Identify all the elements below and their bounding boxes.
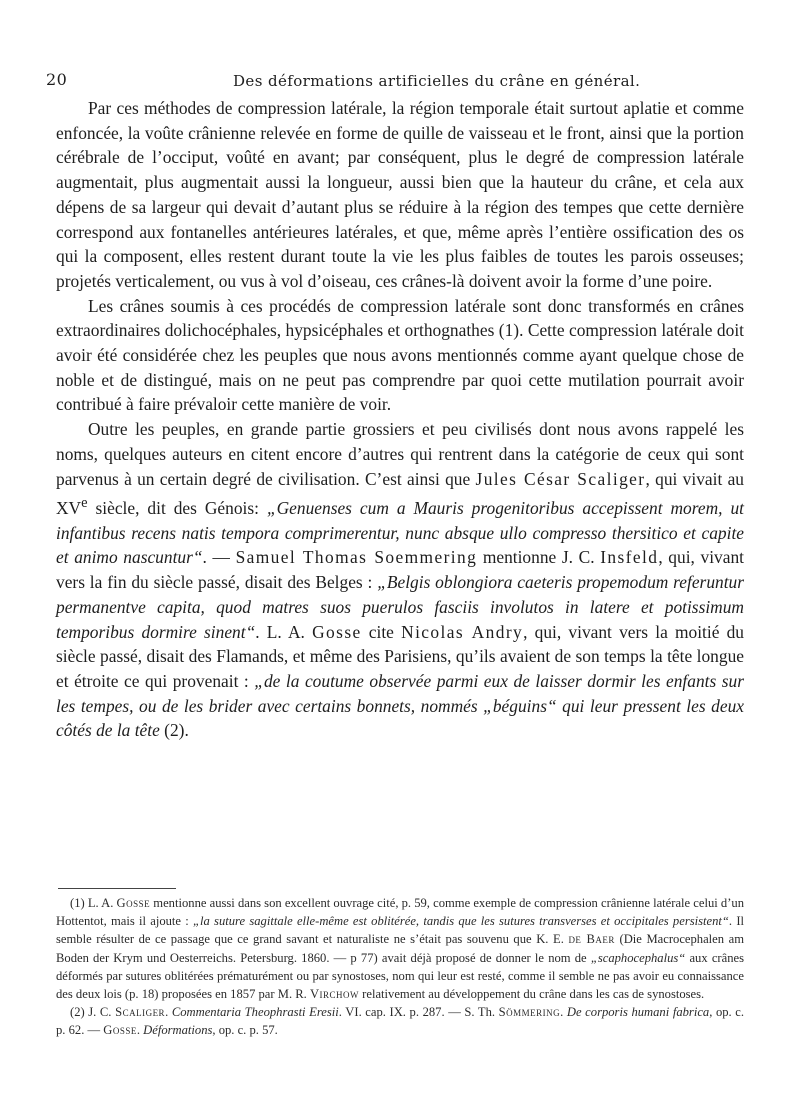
text-run: Samuel Thomas Soemmering bbox=[235, 547, 478, 568]
text-run: relativement au développement du crâne dans les cas de synostoses. bbox=[359, 987, 705, 1002]
text-run: „de la coutume observée parmi eux de laisser dormir les enfants sur les tempes, ou de les brider avec certains bonnets, nommés „béguins“ qui leur pressent les deux côtés de la tête bbox=[56, 670, 744, 741]
text-run: Déformations bbox=[143, 1023, 213, 1038]
text-run: e bbox=[81, 495, 88, 512]
text-run: . bbox=[560, 1005, 567, 1020]
paragraph bbox=[56, 417, 744, 743]
text-run: Commentaria Theophrasti Eresii bbox=[171, 1005, 339, 1020]
text-run: Gosse bbox=[103, 1023, 137, 1038]
paragraph bbox=[56, 96, 744, 294]
text-run: , op. c. p. 62. — bbox=[56, 1005, 745, 1038]
text-run: De corporis humani fabrica bbox=[566, 1005, 710, 1020]
text-run: Gosse bbox=[312, 621, 362, 642]
text-run: „la suture sagittale elle-même est oblitérée, tandis que les sutures transverses et occipitales persistent“ bbox=[193, 914, 729, 929]
text-run: (Die Macrocephalen am Boden der Krym und Oesterreichs. Petersburg. 1860. — p 77) avait déjà proposé de donner le nom de bbox=[56, 932, 745, 965]
text-run: (1) L. A. bbox=[70, 896, 117, 910]
text-run: Insfeld bbox=[600, 547, 659, 568]
footnote bbox=[56, 894, 744, 1003]
text-run: Sömmering bbox=[498, 1005, 561, 1020]
text-run: , qui vivait au XV bbox=[56, 468, 744, 519]
footnotes bbox=[56, 894, 744, 1040]
text-run: . L. A. bbox=[255, 621, 313, 642]
text-run: . VI. cap. IX. p. 287. — S. Th. bbox=[338, 1005, 499, 1020]
text-run: (2) J. C. bbox=[70, 1005, 116, 1020]
text-run: . Il semble résulter de ce passage que ce grand savant et naturaliste ne s’était pas souvenu que K. E. bbox=[56, 914, 745, 947]
text-run: (2). bbox=[159, 720, 189, 741]
text-run: mentionne J. C. bbox=[477, 547, 601, 568]
text-run: . bbox=[136, 1023, 144, 1038]
text-run: de Baer bbox=[568, 932, 615, 947]
text-run: Par ces méthodes de compression latérale, la région temporale était surtout aplatie et comme enfoncée, la voûte crânienne relevée en forme de quille de vaisseau et le front, ainsi que la portion cérébrale de l’occiput, voûté en avant; par conséquent, plus le degré de compression latérale augmentait, plus augmentait aussi la longueur, aussi bien que la hauteur du crâne, et cela aux dépens de sa largeur qui devait d’autant plus se réduire à la région des tempes que cette dernière correspond aux fontanelles antérieures latérales, et que, même après l’entière ossification des os qui la composent, elles restent durant toute la vie les plus faibles de toutes les parois osseuses; projetés verticalement, ou vus à vol d’oiseau, ces crânes-là doivent avoir la forme d’une poire. bbox=[56, 98, 744, 291]
text-run: aux crânes déformés par sutures oblitérées prématurément ou par synostoses, nom qui leur est resté, comme il semble ne pas avoir eu connaissance des deux lois (p. 18) proposées en 1857 par M. R. bbox=[56, 950, 744, 1002]
text-run: siècle, dit des Génois: bbox=[87, 498, 267, 519]
text-run: Outre les peuples, en grande partie grossiers et peu civilisés dont nous avons rappelé les noms, quelques auteurs en citent encore d’autres qui rentrent dans la catégorie de ceux qui sont parvenus à un certain degré de civilisation. C’est ainsi que bbox=[56, 419, 744, 489]
text-run: , qui, vivant vers la moitié du siècle passé, disait des Flamands, et même des Parisiens, qu’ils avaient de son temps la tête longue et étroite ce qui provenait : bbox=[56, 621, 745, 691]
text-run: . — bbox=[202, 547, 236, 568]
text-run: „Belgis oblongiora caeteris propemodum referuntur permanentve capita, quod matres suos puerulos fasciis involutos in latere et potissimum temporibus dormire sinent“ bbox=[56, 572, 744, 642]
text-run: Scaliger bbox=[115, 1005, 166, 1020]
text-run: Gosse bbox=[116, 896, 151, 910]
footnote bbox=[56, 1003, 744, 1039]
text-run: cite bbox=[361, 621, 402, 642]
paragraph bbox=[56, 294, 744, 418]
text-run: , op. c. p. 57. bbox=[212, 1023, 278, 1038]
text-run: Virchow bbox=[309, 987, 360, 1002]
text-run: Jules César Scaliger bbox=[475, 468, 646, 489]
text-run: Les crânes soumis à ces procédés de compression latérale sont donc transformés en crânes extraordinaires dolichocéphales, hypsicéphales et orthognathes (1). Cette compression latérale doit avoir été considérée chez les peuples que nous avons mentionnés comme ayant quelque chose de noble et de distingué, mais on ne peut pas comprendre par quoi cette mutilation pourrait avoir contribué à faire prévaloir cette manière de voir. bbox=[56, 295, 744, 415]
running-title: Des déformations artificielles du crâne en général. bbox=[233, 72, 641, 90]
main-text bbox=[56, 96, 744, 743]
text-run: „Genuenses cum a Mauris progenitoribus accepissent morem, ut infantibus recens natis tempora comprimerentur, nunc absque ullo compresso thersitico et capite et animo nascuntur“ bbox=[56, 498, 744, 568]
text-run: „scaphocephalus“ bbox=[590, 950, 686, 965]
text-run: mentionne aussi dans son excellent ouvrage cité, p. 59, comme exemple de compression crânienne latérale celui d’un Hottentot, mais il ajoute : bbox=[56, 896, 744, 929]
footnote-divider bbox=[58, 888, 176, 889]
text-run: . bbox=[165, 1005, 172, 1020]
text-run: Nicolas Andry bbox=[401, 621, 524, 642]
text-run: , qui, vivant vers la fin du siècle passé, disait des Belges : bbox=[56, 547, 744, 593]
page-number: 20 bbox=[46, 70, 68, 89]
